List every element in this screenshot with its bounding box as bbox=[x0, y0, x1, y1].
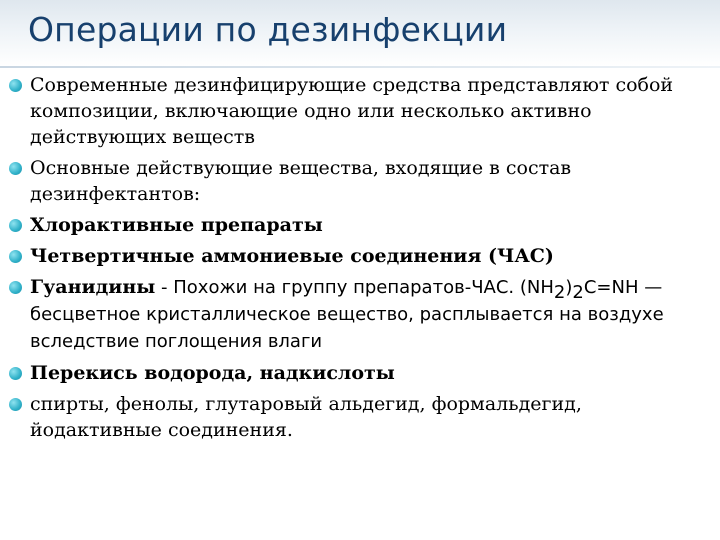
bullet-text: спирты, фенолы, глутаровый альдегид, формальдегид, йодактивные соединения. bbox=[30, 393, 582, 441]
slide-title: Операции по дезинфекции bbox=[28, 10, 508, 49]
bullet-item bbox=[0, 360, 720, 386]
bullet-dot-icon bbox=[9, 250, 22, 263]
bullet-text: ) bbox=[565, 277, 573, 298]
bullet-bold-text: Четвертичные аммониевые соединения (ЧАС) bbox=[30, 245, 554, 267]
bullet-item bbox=[0, 72, 720, 150]
bullet-dot-icon bbox=[9, 219, 22, 232]
bullet-dot-icon bbox=[9, 367, 22, 380]
bullet-list bbox=[0, 72, 720, 448]
bullet-item bbox=[0, 212, 720, 238]
bullet-text: С=NH — бесцветное кристаллическое вещество, расплывается на воздухе вследствие поглощения влаги bbox=[30, 277, 664, 352]
bullet-dot-icon bbox=[9, 79, 22, 92]
bullet-dot-icon bbox=[9, 162, 22, 175]
bullet-item bbox=[0, 155, 720, 207]
bullet-text: - Похожи на группу препаратов-ЧАС. (NH bbox=[155, 277, 554, 298]
bullet-text: Современные дезинфицирующие средства представляют собой композиции, включающие одно или несколько активно действующих веществ bbox=[30, 74, 674, 148]
bullet-text: Основные действующие вещества, входящие в состав дезинфектантов: bbox=[30, 157, 572, 205]
bullet-item bbox=[0, 391, 720, 443]
bullet-dot-icon bbox=[9, 281, 22, 294]
title-divider bbox=[0, 66, 720, 68]
subscript: 2 bbox=[553, 281, 566, 303]
bullet-bold-text: Гуанидины bbox=[30, 276, 156, 298]
bullet-bold-text: Перекись водорода, надкислоты bbox=[30, 362, 395, 384]
bullet-item bbox=[0, 274, 720, 355]
bullet-dot-icon bbox=[9, 398, 22, 411]
bullet-bold-text: Хлорактивные препараты bbox=[30, 214, 323, 236]
subscript: 2 bbox=[572, 281, 584, 303]
bullet-item bbox=[0, 243, 720, 269]
